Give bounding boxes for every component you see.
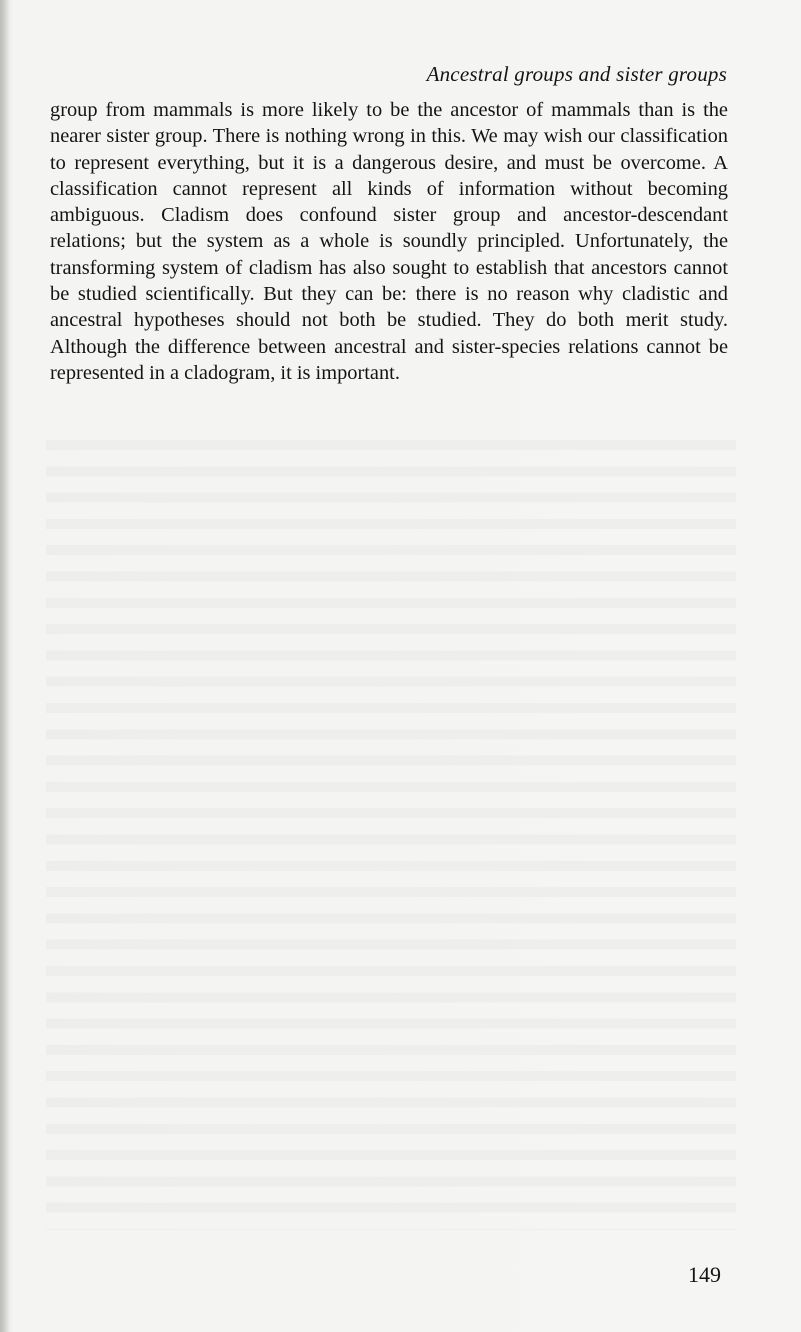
binding-gutter-shadow — [0, 0, 10, 1332]
running-head: Ancestral groups and sister groups — [426, 62, 727, 86]
page-number: 149 — [688, 1262, 721, 1287]
bleed-through-texture — [46, 430, 736, 1230]
body-paragraph: group from mammals is more likely to be the ancestor of mammals than is the nearer sister group. There is nothing wrong in this. We may wish our classification to represent everything, but it is a dangerous desire, and must be overcome. A classification cannot represent all kinds of information without becoming ambiguous. Cladism does confound sister group and ancestor-descendant relations; but the system as a whole is soundly principled. Unfortunately, the transforming system of cladism has also sought to establish that ancestors cannot be studied scientifically. But they can be: there is no reason why cladistic and ancestral hypotheses should not both be studied. They do both merit study. Although the difference between ancestral and sister-species relations cannot be represented in a cladogram, it is important. — [50, 99, 728, 384]
